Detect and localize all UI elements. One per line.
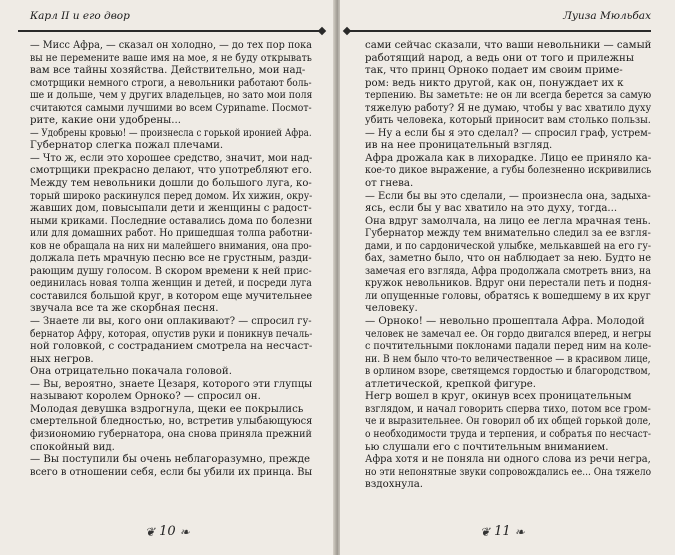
- text-line: всего в отношении себя, если бы убили их принца. Вы: [30, 466, 313, 478]
- left-page: [0, 0, 336, 555]
- text-line: но эти непонятные звуки сопровождались ее... Она тяжело: [365, 466, 652, 478]
- text-line: смертельной бледностью, но, встретив улыбающуюся: [30, 416, 313, 428]
- text-line: Губернатор слегка пожал плечами.: [30, 140, 224, 152]
- text-line: или для домашних работ. Но пришедшая толпа работни-: [30, 228, 313, 240]
- text-line: Афра хотя и не поняла ни одного слова из речи негра,: [365, 454, 651, 466]
- text-line: — Вы поступили бы очень неблагоразумно, прежде: [30, 454, 311, 466]
- text-line: человеку.: [365, 303, 418, 315]
- text-line: кое-то дикое выражение, а губы болезненно искривились: [365, 165, 652, 177]
- text-line: должала петь мрачную песню все не грустным, разди-: [30, 253, 312, 265]
- text-line: от гнева.: [365, 178, 414, 190]
- text-line: оединилась новая толпа женщин и детей, и посреди луга: [30, 278, 312, 290]
- folio-ornament-icon: ❦: [480, 524, 491, 539]
- text-line: Губернатор между тем внимательно следил за ее взгля-: [365, 228, 651, 240]
- text-line: бах, заметно было, что он наблюдает за нею. Будто не: [365, 253, 652, 265]
- text-line: кружок невольников. Вдруг они перестали петь и подня-: [365, 278, 652, 290]
- text-line: — Знаете ли вы, кого они оплакивают? — спросил гу-: [30, 316, 312, 328]
- right-folio: [480, 524, 525, 539]
- text-line: так, что принц Орноко подает им своим приме-: [365, 65, 623, 77]
- text-line: — Вы, вероятно, знаете Цезаря, которого эти глупцы: [30, 378, 313, 390]
- text-line: ше и дольше, чем у других владельцев, но зато мои поля: [30, 90, 313, 102]
- text-line: замечая его взгляда, Афра продолжала смотреть вниз, на: [365, 265, 651, 277]
- text-line: Между тем невольники дошли до большого луга, ко-: [30, 178, 312, 190]
- text-line: Она вдруг замолчала, на лицо ее легла мрачная тень.: [365, 215, 651, 227]
- text-line: торый широко раскинулся перед домом. Их хижин, окру-: [30, 190, 313, 202]
- text-line: убить человека, который приносит вам столько пользы.: [365, 115, 651, 127]
- text-line: вздохнула.: [365, 479, 424, 491]
- text-line: тяжелую работу? Я не думаю, чтобы у вас хватило духу: [365, 102, 652, 114]
- text-line: о необходимости труда и терпения, и собратья по несчаст-: [365, 428, 651, 440]
- text-line: ной головкой, с состраданием смотрела на несчаст-: [30, 341, 313, 353]
- text-line: звучала все та же скорбная песня.: [30, 303, 219, 315]
- text-line: терпению. Вы заметьте: не он ли всегда берется за самую: [365, 90, 652, 102]
- right-page-body: [365, 40, 651, 492]
- rule-ornament-icon: [343, 27, 351, 35]
- text-line: вам все тайны хозяйства. Действительно, мои над-: [30, 65, 306, 77]
- text-line: че и выразительнее. Он говорил об их общей горькой доле,: [365, 416, 651, 428]
- right-header-rule: [346, 30, 651, 32]
- text-line: спокойный вид.: [30, 441, 115, 453]
- text-line: — Что ж, если это хорошее средство, значит, мои над-: [30, 152, 313, 164]
- text-line: — Если бы вы это сделали, — произнесла она, задыха-: [365, 190, 651, 202]
- text-line: работящий народ, а ведь они от того и прилежны: [365, 52, 634, 64]
- text-line: смотрщики прекрасно делают, что употребляют его.: [30, 165, 313, 177]
- text-line: считаются самыми лучшими во всем Суриname. Посмот-: [30, 102, 312, 114]
- text-line: называют королем Орноко? — спросил он.: [30, 391, 261, 403]
- text-line: рающим душу голосом. В скором времени к ней прис-: [30, 265, 312, 277]
- text-line: составился большой круг, в котором еще мучительнее: [30, 290, 313, 302]
- text-line: Негр вошел в круг, окинув всех проницательным: [365, 391, 632, 403]
- text-line: Молодая девушка вздрогнула, щеки ее покрылись: [30, 403, 304, 415]
- text-line: — Ну а если бы я это сделал? — спросил граф, устрем-: [365, 127, 652, 139]
- text-line: физиономию губернатора, она снова приняла прежний: [30, 428, 312, 440]
- left-page-body: [30, 40, 312, 479]
- text-line: ли опущенные головы, обратясь к вошедшему в их круг: [365, 290, 651, 302]
- folio-ornament-icon: ❦: [145, 524, 156, 539]
- text-line: рите, какие они удобрены...: [30, 115, 181, 127]
- text-line: человек не замечал ее. Он гордо двигался вперед, и негры: [365, 328, 652, 340]
- left-running-head: Карл II и его двор: [30, 10, 130, 22]
- text-line: Афра дрожала как в лихорадке. Лицо ее приняло ка-: [365, 152, 652, 164]
- text-line: ными криками. Последние оставались дома по болезни: [30, 215, 313, 227]
- text-line: — Орноко! — невольно прошептала Афра. Молодой: [365, 316, 645, 328]
- text-line: смотрщики немного строги, а невольники работают боль-: [30, 77, 312, 89]
- text-line: сами сейчас сказали, что ваши невольники — самый: [365, 40, 652, 51]
- text-line: атлетической, крепкой фигуре.: [365, 378, 536, 390]
- text-line: ясь, если бы у вас хватило на это духу, тогда...: [365, 203, 618, 215]
- text-line: ив на нее проницательный взгляд.: [365, 140, 553, 152]
- text-line: с почтительными поклонами падали перед ним на коле-: [365, 341, 652, 353]
- rule-ornament-icon: [318, 27, 326, 35]
- text-line: вы не перемените ваше имя на мое, я не буду открывать: [30, 52, 312, 64]
- text-line: ков не обращала на них ни малейшего внимания, она про-: [30, 240, 312, 252]
- right-page: [340, 0, 675, 555]
- text-line: Она отрицательно покачала головой.: [30, 366, 232, 378]
- text-line: ром: ведь никто другой, как он, понуждает их к: [365, 77, 624, 89]
- left-page-number: 10: [159, 524, 176, 539]
- left-header-rule: [18, 30, 323, 32]
- text-line: ни. В нем было что-то величественное — в красивом лице,: [365, 353, 651, 365]
- right-page-number: 11: [494, 524, 511, 539]
- folio-ornament-icon: ❧: [514, 524, 525, 539]
- left-folio: [145, 524, 190, 539]
- text-line: — Мисс Афра, — сказал он холодно, — до тех пор пока: [30, 40, 312, 51]
- text-line: жавших дом, повысыпали дети и женщины с радост-: [30, 203, 312, 215]
- text-line: — Удобрены кровью! — произнесла с горькой иронией Афра.: [30, 127, 312, 139]
- text-line: взглядом, и начал говорить сперва тихо, потом все гром-: [365, 403, 651, 415]
- text-line: бернатор Афру, которая, опустив руки и поникнув печаль-: [30, 328, 313, 340]
- text-line: ью слушали его с почтительным вниманием.: [365, 441, 609, 453]
- text-line: ных негров.: [30, 353, 94, 365]
- text-line: дами, и по сардонической улыбке, мелькавшей на его гу-: [365, 240, 652, 252]
- folio-ornament-icon: ❧: [179, 524, 190, 539]
- right-running-head: Луиза Мюльбах: [563, 10, 651, 22]
- text-line: в орлином взоре, светящемся гордостью и благородством,: [365, 366, 651, 378]
